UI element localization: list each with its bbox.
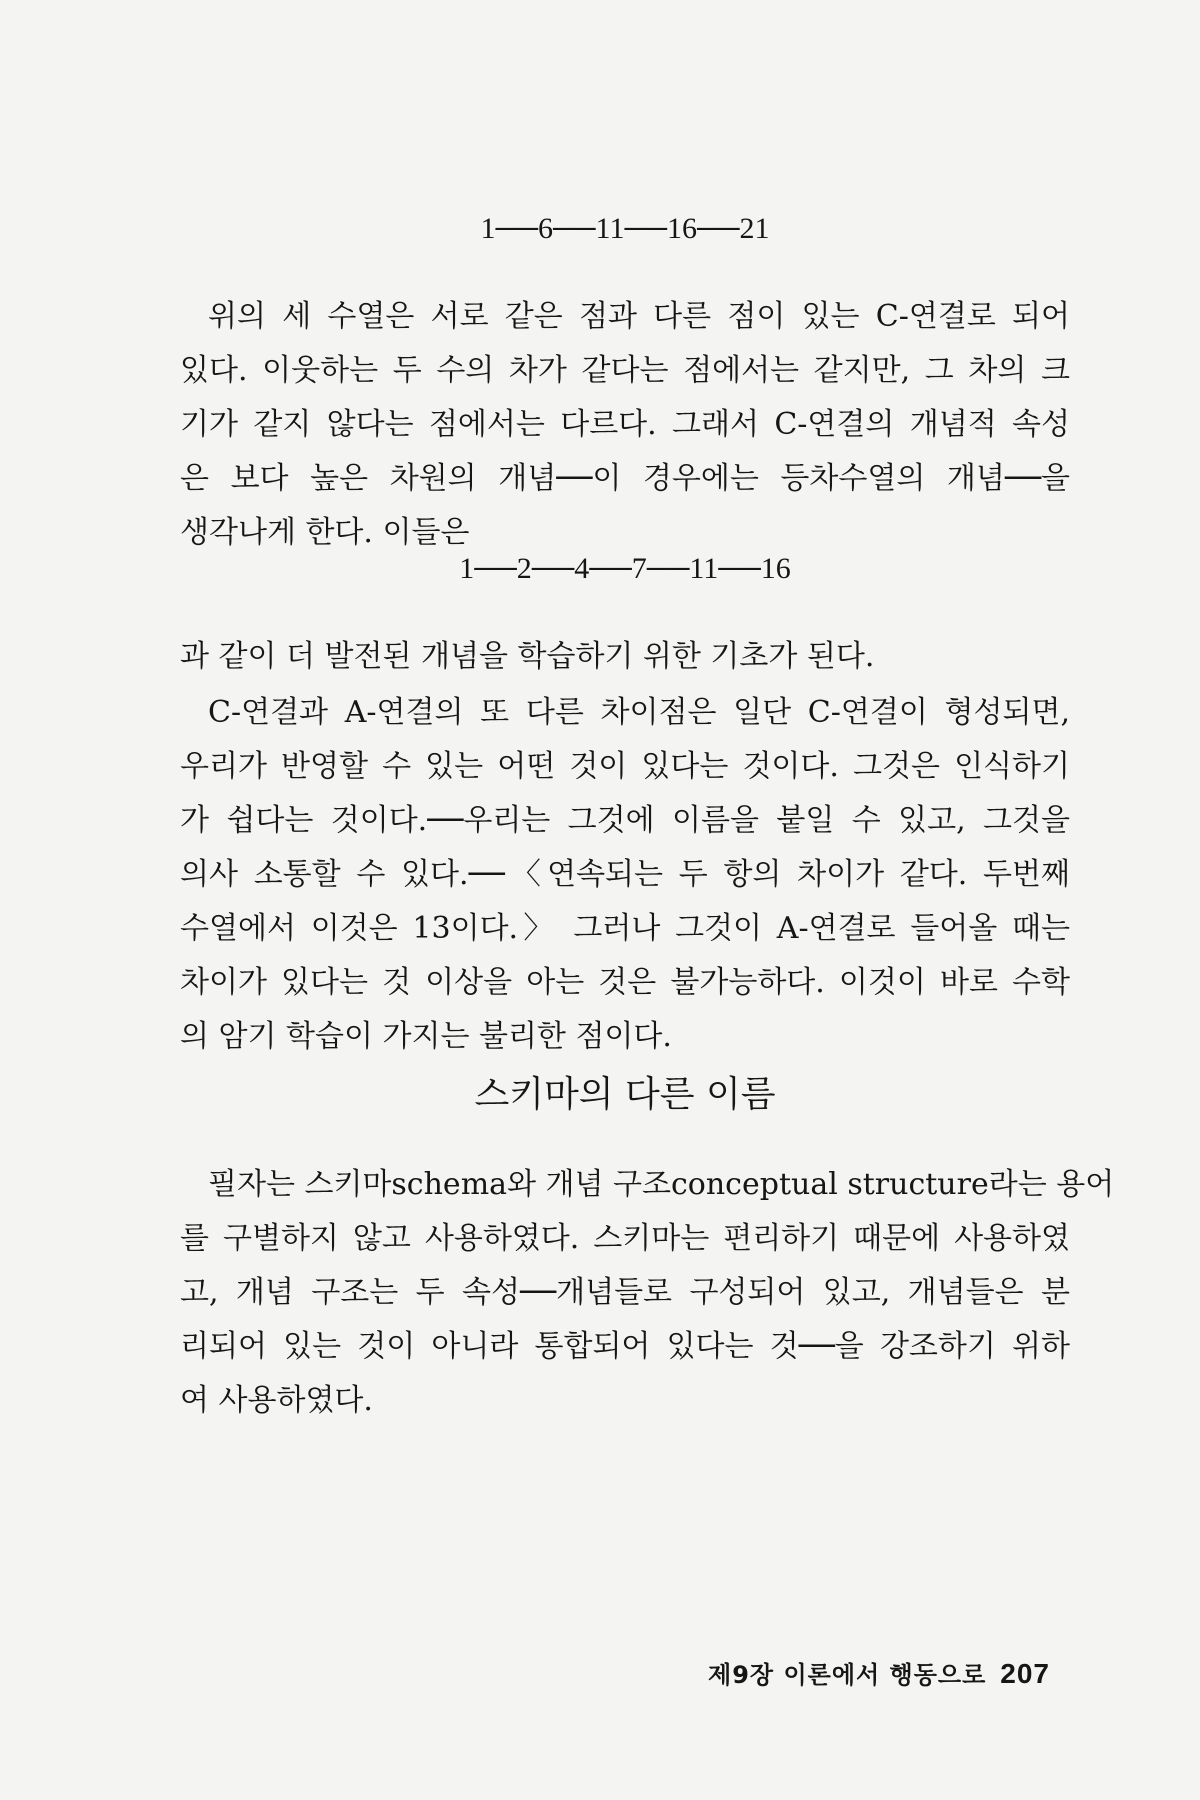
paragraph-line: 과 같이 더 발전된 개념을 학습하기 위한 기초가 된다. xyxy=(180,639,875,674)
paragraph-line: 의 암기 학습이 가지는 불리한 점이다. xyxy=(180,1019,672,1054)
paragraph-line: 리되어 있는 것이 아니라 통합되어 있다는 것──을 강조하기 위하 xyxy=(180,1329,1070,1364)
section-heading: 스키마의 다른 이름 xyxy=(474,1074,776,1115)
paragraph-line: 의사 소통할 수 있다.──〈연속되는 두 항의 차이가 같다. 두번째 xyxy=(180,857,1070,892)
paragraph-3-cont xyxy=(180,740,1070,1064)
paragraph-line: 있다. 이웃하는 두 수의 차가 같다는 점에서는 같지만, 그 차의 크 xyxy=(180,353,1070,388)
paragraph-line: 위의 세 수열은 서로 같은 점과 다른 점이 있는 C-연결로 되어 xyxy=(208,299,1070,334)
page-number: 207 xyxy=(1000,1658,1050,1689)
paragraph-line: 여 사용하였다. xyxy=(180,1383,373,1418)
running-chapter-title: 제9장 이론에서 행동으로 xyxy=(708,1661,987,1689)
paragraph-2 xyxy=(180,630,1070,684)
paragraph-line: C-연결과 A-연결의 또 다른 차이점은 일단 C-연결이 형성되면, xyxy=(208,695,1070,730)
paragraph-1-cont xyxy=(180,344,1070,560)
page-body xyxy=(180,0,1115,1800)
sequence-first: 1──6──11──16──21 xyxy=(480,212,770,245)
paragraph-3 xyxy=(180,686,1070,740)
paragraph-line: 가 쉽다는 것이다.──우리는 그것에 이름을 붙일 수 있고, 그것을 xyxy=(180,803,1070,838)
paragraph-1 xyxy=(180,290,1070,344)
paragraph-line: 수열에서 이것은 13이다.〉 그러나 그것이 A-연결로 들어올 때는 xyxy=(180,911,1070,946)
paragraph-line: 우리가 반영할 수 있는 어떤 것이 있다는 것이다. 그것은 인식하기 xyxy=(180,749,1070,784)
paragraph-line: 기가 같지 않다는 점에서는 다르다. 그래서 C-연결의 개념적 속성 xyxy=(180,407,1070,442)
paragraph-4-cont xyxy=(180,1212,1070,1428)
page-footer xyxy=(708,1655,1050,1690)
paragraph-line: 차이가 있다는 것 이상을 아는 것은 불가능하다. 이것이 바로 수학 xyxy=(180,965,1070,1000)
paragraph-line: 은 보다 높은 차원의 개념──이 경우에는 등차수열의 개념──을 xyxy=(180,461,1070,496)
sequence-second: 1──2──4──7──11──16 xyxy=(459,552,791,585)
paragraph-4 xyxy=(180,1158,1115,1212)
paragraph-line: 생각나게 한다. 이들은 xyxy=(180,515,470,550)
paragraph-line: 필자는 스키마schema와 개념 구조conceptual structure라는 용어 xyxy=(208,1167,1115,1202)
paragraph-line: 고, 개념 구조는 두 속성──개념들로 구성되어 있고, 개념들은 분 xyxy=(180,1275,1070,1310)
paragraph-line: 를 구별하지 않고 사용하였다. 스키마는 편리하기 때문에 사용하였 xyxy=(180,1221,1070,1256)
